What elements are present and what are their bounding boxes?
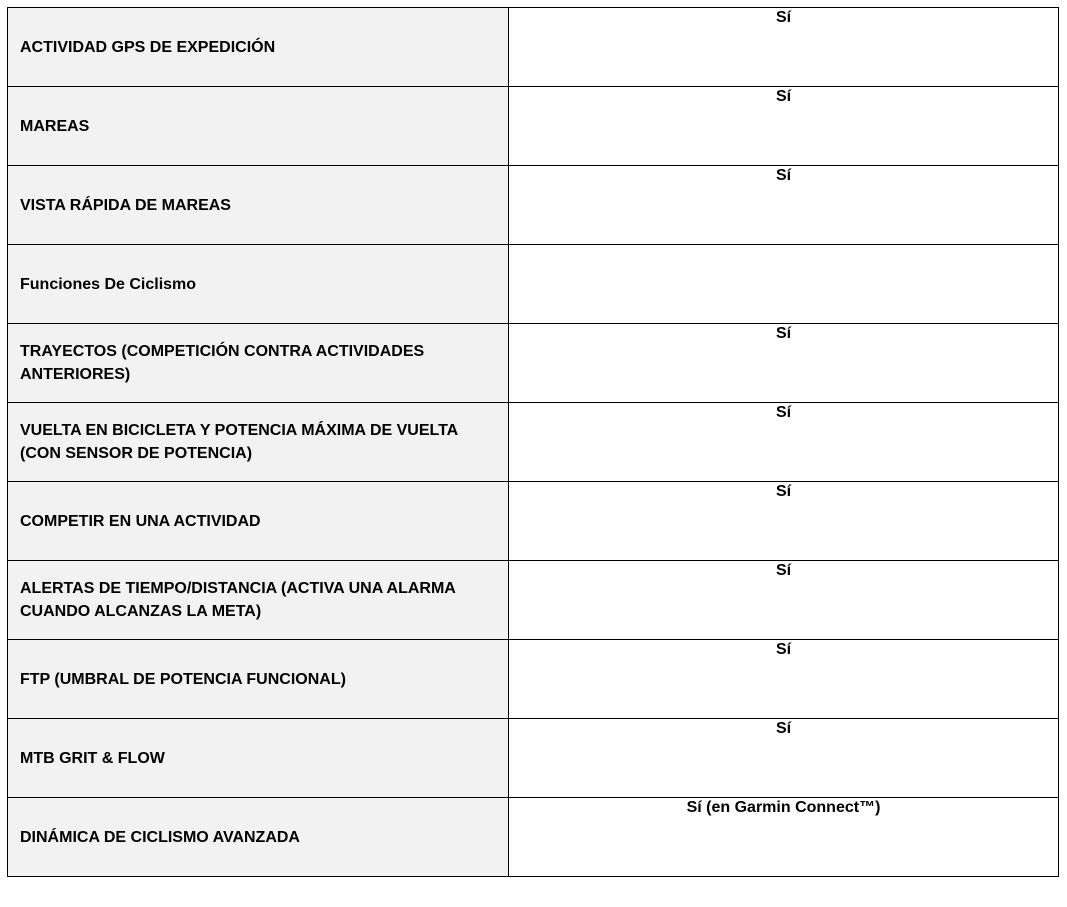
features-table xyxy=(7,7,1059,877)
feature-label: VISTA RÁPIDA DE MAREAS xyxy=(8,166,509,245)
table-row xyxy=(8,719,1059,798)
table-row xyxy=(8,798,1059,877)
feature-value: Sí xyxy=(509,87,1059,166)
feature-label: ALERTAS DE TIEMPO/DISTANCIA (ACTIVA UNA ALARMA CUANDO ALCANZAS LA META) xyxy=(8,561,509,640)
feature-label: MAREAS xyxy=(8,87,509,166)
table-row xyxy=(8,482,1059,561)
feature-value: Sí (en Garmin Connect™) xyxy=(509,798,1059,877)
table-row xyxy=(8,561,1059,640)
feature-value: Sí xyxy=(509,8,1059,87)
feature-value: Sí xyxy=(509,640,1059,719)
feature-label: ACTIVIDAD GPS DE EXPEDICIÓN xyxy=(8,8,509,87)
feature-label: Funciones De Ciclismo xyxy=(8,245,509,324)
feature-label: DINÁMICA DE CICLISMO AVANZADA xyxy=(8,798,509,877)
feature-value: Sí xyxy=(509,482,1059,561)
table-row xyxy=(8,640,1059,719)
table-row xyxy=(8,403,1059,482)
feature-value: Sí xyxy=(509,324,1059,403)
feature-label: TRAYECTOS (COMPETICIÓN CONTRA ACTIVIDADES ANTERIORES) xyxy=(8,324,509,403)
feature-value xyxy=(509,245,1059,324)
table-row xyxy=(8,166,1059,245)
feature-label: MTB GRIT & FLOW xyxy=(8,719,509,798)
feature-value: Sí xyxy=(509,719,1059,798)
table-row xyxy=(8,245,1059,324)
table-row xyxy=(8,324,1059,403)
feature-label: VUELTA EN BICICLETA Y POTENCIA MÁXIMA DE VUELTA (CON SENSOR DE POTENCIA) xyxy=(8,403,509,482)
feature-value: Sí xyxy=(509,403,1059,482)
feature-label: FTP (UMBRAL DE POTENCIA FUNCIONAL) xyxy=(8,640,509,719)
feature-label: COMPETIR EN UNA ACTIVIDAD xyxy=(8,482,509,561)
feature-value: Sí xyxy=(509,561,1059,640)
table-row xyxy=(8,87,1059,166)
feature-value: Sí xyxy=(509,166,1059,245)
table-row xyxy=(8,8,1059,87)
